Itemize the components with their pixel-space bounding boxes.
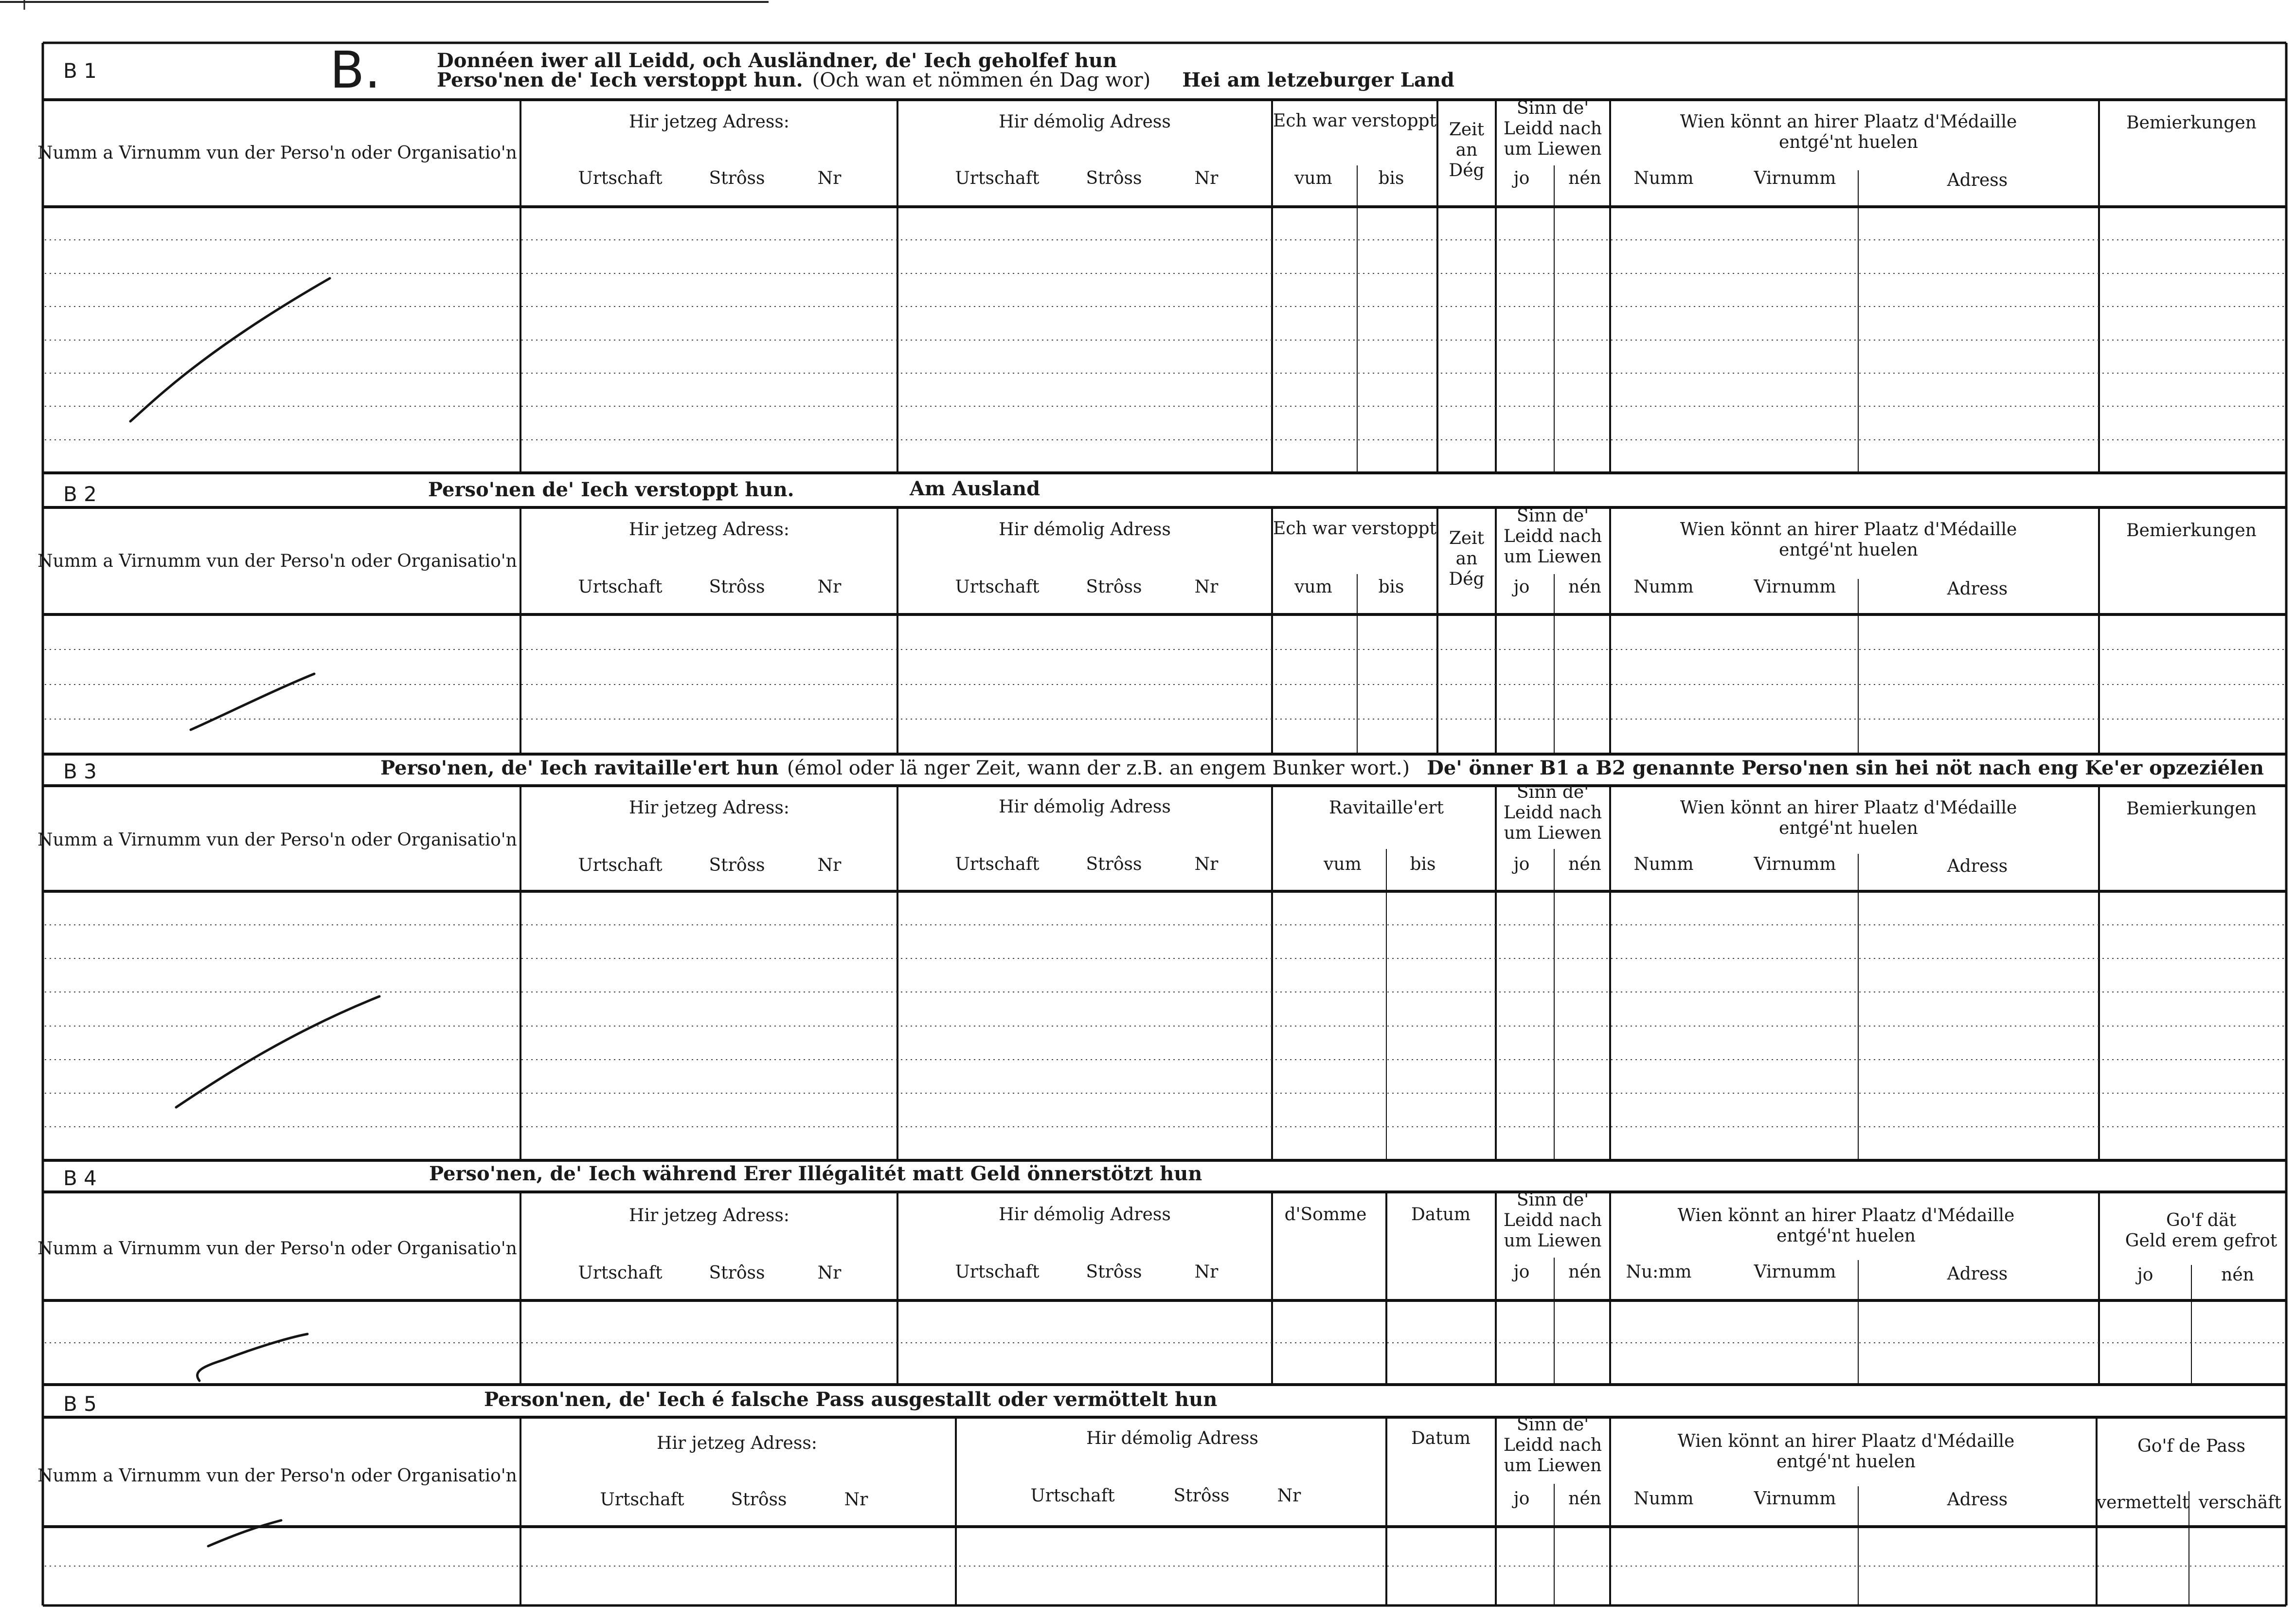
b1-title-line1: Donnéen iwer all Leidd, och Ausländner, de' Iech geholfef hun [437, 49, 1117, 72]
b4-label: B 4 [63, 1166, 97, 1190]
medal-header-1: Wien könnt an hirer Plaatz d'Médaille [1680, 798, 2017, 818]
hidden-header: Ech war verstoppt [1273, 519, 1437, 539]
place-header: Urtschaft [578, 1263, 663, 1283]
b5-label: B 5 [63, 1392, 97, 1416]
street-header: Strôss [1086, 577, 1142, 597]
current-address-header: Hir jetzeg Adress: [629, 1206, 789, 1226]
b3-title-tail: De' önner B1 a B2 genannte Perso'nen sin hei nöt nach eng Ke'er opzeziélen [1427, 757, 2264, 779]
medal-address-header: Adress [1947, 579, 2008, 599]
time-header-3: Dég [1449, 569, 1485, 589]
alive-header-2: Leidd nach [1503, 526, 1602, 546]
yes-header: jo [1513, 1489, 1530, 1509]
current-address-header: Hir jetzeg Adress: [657, 1433, 817, 1453]
medal-name-header: Numm [1633, 577, 1694, 597]
number-header: Nr [1194, 577, 1219, 597]
current-address-header: Hir jetzeg Adress: [629, 520, 789, 540]
medal-name-header: Numm [1633, 854, 1694, 874]
alive-header-3: um Liewen [1504, 139, 1602, 159]
sum-header: d'Somme [1284, 1205, 1367, 1225]
alive-header-3: um Liewen [1504, 1231, 1602, 1251]
no-header: nén [1568, 577, 1601, 597]
alive-header-2: Leidd nach [1503, 1435, 1602, 1455]
alive-header-1: Sinn de' [1516, 1415, 1589, 1435]
no-header: nén [1568, 854, 1601, 874]
b2-label: B 2 [63, 482, 97, 506]
number-header: Nr [1194, 1262, 1219, 1282]
medal-header-2: entgé'nt huelen [1779, 132, 1918, 152]
place-header: Urtschaft [578, 855, 663, 875]
gift-header-2: Geld erem gefrot [2125, 1231, 2278, 1251]
yes-header: jo [1513, 854, 1530, 874]
supplied-header: Ravitaille'ert [1329, 798, 1444, 818]
medal-firstname-header: Virnumm [1754, 1262, 1836, 1282]
pass-header: Go'f de Pass [2137, 1436, 2245, 1456]
street-header: Strôss [1086, 1262, 1142, 1282]
medal-header-1: Wien könnt an hirer Plaatz d'Médaille [1677, 1206, 2015, 1226]
b1-title-note: (Och wan et nömmen én Dag wor) [812, 69, 1151, 91]
number-header: Nr [817, 1263, 842, 1283]
medal-address-header: Adress [1947, 1264, 2008, 1284]
date-header: Datum [1411, 1205, 1471, 1225]
name-header: Numm a Virnumm vun der Perso'n oder Organisatio'n [37, 1466, 517, 1486]
current-address-header: Hir jetzeg Adress: [629, 112, 789, 132]
medal-header-1: Wien könnt an hirer Plaatz d'Médaille [1677, 1431, 2015, 1451]
no-header: nén [1568, 168, 1601, 188]
remarks-header: Bemierkungen [2126, 113, 2257, 133]
yes-header: jo [2137, 1265, 2153, 1285]
medal-address-header: Adress [1947, 1490, 2008, 1510]
medal-header-2: entgé'nt huelen [1779, 818, 1918, 838]
number-header: Nr [817, 855, 842, 875]
b5-title: Person'nen, de' Iech é falsche Pass ausgestallt oder vermöttelt hun [484, 1388, 1218, 1411]
number-header: Nr [817, 577, 842, 597]
alive-header-1: Sinn de' [1516, 782, 1589, 802]
b3-label: B 3 [63, 759, 97, 783]
medal-header-2: entgé'nt huelen [1779, 540, 1918, 560]
medal-header-1: Wien könnt an hirer Plaatz d'Médaille [1680, 520, 2017, 540]
medal-address-header: Adress [1947, 856, 2008, 876]
street-header: Strôss [709, 1263, 765, 1283]
b3-title [380, 757, 2264, 779]
place-header: Urtschaft [955, 854, 1040, 874]
number-header: Nr [1194, 854, 1219, 874]
street-header: Strôss [709, 168, 765, 188]
mediated-header: vermettelt [2096, 1493, 2189, 1513]
alive-header-3: um Liewen [1504, 547, 1602, 567]
street-header: Strôss [709, 855, 765, 875]
no-header: nén [1568, 1489, 1601, 1509]
time-header-1: Zeit [1449, 120, 1485, 140]
name-header: Numm a Virnumm vun der Perso'n oder Organisatio'n [37, 830, 517, 850]
from-header: vum [1324, 854, 1362, 874]
alive-header-1: Sinn de' [1516, 1190, 1589, 1210]
yes-header: jo [1513, 1262, 1530, 1282]
medal-firstname-header: Virnumm [1754, 1489, 1836, 1509]
time-header-2: an [1455, 549, 1478, 569]
medal-address-header: Adress [1947, 170, 2008, 190]
number-header: Nr [844, 1490, 868, 1510]
street-header: Strôss [709, 577, 765, 597]
hidden-header: Ech war verstoppt [1273, 111, 1437, 131]
no-header: nén [2221, 1265, 2254, 1285]
number-header: Nr [1277, 1486, 1301, 1506]
b4-title: Perso'nen, de' Iech während Erer Illégalitét matt Geld önnerstötzt hun [429, 1162, 1202, 1185]
to-header: bis [1378, 577, 1404, 597]
remarks-header: Bemierkungen [2126, 799, 2257, 819]
medal-name-header: Numm [1633, 168, 1694, 188]
former-address-header: Hir démolig Adress [999, 1205, 1171, 1225]
number-header: Nr [817, 168, 842, 188]
name-header: Numm a Virnumm vun der Perso'n oder Organisatio'n [37, 143, 517, 163]
place-header: Urtschaft [955, 577, 1040, 597]
no-header: nén [1568, 1262, 1601, 1282]
medal-header-1: Wien könnt an hirer Plaatz d'Médaille [1680, 112, 2017, 132]
alive-header-2: Leidd nach [1503, 1210, 1602, 1230]
time-header-1: Zeit [1449, 528, 1485, 548]
time-header-3: Dég [1449, 161, 1485, 180]
place-header: Urtschaft [600, 1490, 684, 1510]
place-header: Urtschaft [955, 168, 1040, 188]
form-letter: B. [330, 40, 381, 100]
medal-name-header: Nu:mm [1626, 1262, 1692, 1282]
place-header: Urtschaft [955, 1262, 1040, 1282]
to-header: bis [1378, 168, 1404, 188]
b3-title-bold: Perso'nen, de' Iech ravitaille'ert hun [380, 757, 779, 779]
alive-header-2: Leidd nach [1503, 803, 1602, 823]
alive-header-1: Sinn de' [1516, 98, 1589, 118]
gift-header-1: Go'f dät [2166, 1210, 2237, 1230]
medal-firstname-header: Virnumm [1754, 577, 1836, 597]
b2-title-tail: Am Ausland [910, 477, 1040, 500]
current-address-header: Hir jetzeg Adress: [629, 798, 789, 818]
from-header: vum [1294, 168, 1332, 188]
street-header: Strôss [731, 1490, 787, 1510]
yes-header: jo [1513, 168, 1530, 188]
place-header: Urtschaft [578, 168, 663, 188]
b1-label: B 1 [63, 59, 97, 83]
street-header: Strôss [1173, 1486, 1230, 1506]
time-header-2: an [1455, 140, 1478, 160]
alive-header-3: um Liewen [1504, 1456, 1602, 1476]
place-header: Urtschaft [1030, 1486, 1115, 1506]
from-header: vum [1294, 577, 1332, 597]
number-header: Nr [1194, 168, 1219, 188]
to-header: bis [1410, 854, 1436, 874]
former-address-header: Hir démolig Adress [999, 520, 1171, 540]
alive-header-2: Leidd nach [1503, 119, 1602, 139]
medal-firstname-header: Virnumm [1754, 854, 1836, 874]
remarks-header: Bemierkungen [2126, 521, 2257, 541]
alive-header-1: Sinn de' [1516, 506, 1589, 526]
name-header: Numm a Virnumm vun der Perso'n oder Organisatio'n [37, 1239, 517, 1259]
made-header: verschäft [2199, 1493, 2281, 1513]
medal-name-header: Numm [1633, 1489, 1694, 1509]
street-header: Strôss [1086, 854, 1142, 874]
b1-title-line2 [437, 69, 1454, 91]
alive-header-3: um Liewen [1504, 823, 1602, 843]
former-address-header: Hir démolig Adress [999, 112, 1171, 132]
street-header: Strôss [1086, 168, 1142, 188]
former-address-header: Hir démolig Adress [1086, 1428, 1258, 1448]
b1-title-tail: Hei am letzeburger Land [1182, 69, 1454, 91]
medal-header-2: entgé'nt huelen [1776, 1452, 1916, 1472]
b2-title: Perso'nen de' Iech verstoppt hun. [428, 478, 794, 501]
b1-title-bold: Perso'nen de' Iech verstoppt hun. [437, 69, 803, 91]
medal-firstname-header: Virnumm [1754, 168, 1836, 188]
medal-header-2: entgé'nt huelen [1776, 1226, 1916, 1246]
date-header: Datum [1411, 1428, 1471, 1448]
place-header: Urtschaft [578, 577, 663, 597]
former-address-header: Hir démolig Adress [999, 797, 1171, 817]
b3-title-note: (émol oder lä nger Zeit, wann der z.B. an engem Bunker wort.) [787, 757, 1410, 779]
yes-header: jo [1513, 577, 1530, 597]
name-header: Numm a Virnumm vun der Perso'n oder Organisatio'n [37, 551, 517, 571]
